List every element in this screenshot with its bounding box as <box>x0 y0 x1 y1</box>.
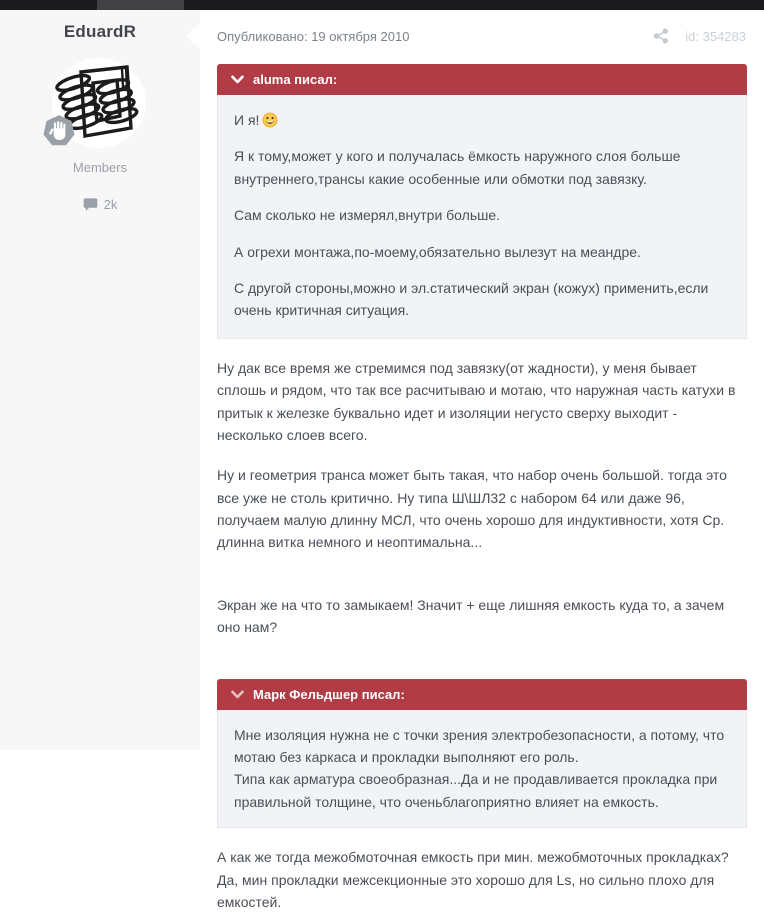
post-paragraph: А как же тогда межобмоточная емкость при мин. межобмоточных прокладках? Да, мин прокладки межсекционные это хорошо для Ls, но сильно плохо для емкостей. <box>217 849 729 910</box>
post-pointer-notch <box>186 23 200 49</box>
smiley-icon <box>262 112 278 128</box>
quote-text: Типа как арматура своеобразная...Да и не продавливается прокладка при правильной толщине, что оченьблагоприятно влияет на емкость. <box>234 771 718 810</box>
quote-text: Я к тому,может у кого и получалась ёмкость наружного слоя больше внутреннего,трансы какие особенные или обмотки под завязку. <box>234 148 681 187</box>
post-row <box>0 10 764 910</box>
comment-bubble-icon <box>83 197 98 212</box>
share-button[interactable] <box>653 28 669 44</box>
author-username-link[interactable]: EduardR <box>63 22 137 41</box>
post-paragraph: Экран же на что то замыкаем! Значит + еще лишняя емкость куда то, а зачем оно нам? <box>217 596 725 636</box>
quote-block-aluma <box>217 64 747 339</box>
member-group-label: Members <box>72 160 128 175</box>
quote-header-toggle[interactable] <box>217 64 747 95</box>
post-count-value: 2k <box>103 197 118 212</box>
quote-block-mark-feldsher <box>217 679 747 829</box>
post-id: id: 354283 <box>685 28 746 44</box>
chevron-down-icon <box>231 75 244 84</box>
quote-header-toggle[interactable] <box>217 679 747 710</box>
quote-text: Сам сколько не измерял,внутри больше. <box>234 207 501 224</box>
quote-text: И я! <box>234 112 260 128</box>
post-body-text-bottom <box>200 846 764 913</box>
quote-text: А огрехи монтажа,по-моему,обязательно вылезут на меандре. <box>234 243 641 260</box>
quote-author: Марк Фельдшер писал: <box>253 686 405 702</box>
post-count <box>0 197 200 212</box>
top-header-segment <box>97 0 184 10</box>
post-meta-row <box>200 10 764 44</box>
quote-body <box>217 710 747 829</box>
post-body-text <box>200 357 764 639</box>
author-sidebar <box>0 10 200 750</box>
post-paragraph: Ну дак все время же стремимся под завязку(от жадности), у меня бывает сплошь и рядом, что так все расчитываю и мотаю, что наружная часть катухи в притык к железке буквально идет и изоляции негусто сверху выходит - несколько слоев всего. <box>217 359 736 443</box>
top-header-bar <box>0 0 764 10</box>
post-paragraph: Ну и геометрия транса может быть такая, что набор очень большой. тогда это все уже не столь критично. Ну типа Ш\ШЛ32 с набором 64 или даже 96, получаем малую длинну МСЛ, что очень хорошо для индуктивности, хотя Ср. длинна витка немного и неоптимальна... <box>217 467 727 551</box>
share-icon <box>653 28 669 44</box>
published-date: Опубликовано: 19 октября 2010 <box>217 28 410 44</box>
quote-body <box>217 95 747 339</box>
chevron-down-icon <box>231 690 244 699</box>
post-content <box>200 10 764 910</box>
rank-badge-hand-icon <box>42 114 76 148</box>
quote-author: aluma писал: <box>253 72 338 87</box>
quote-text: С другой стороны,можно и эл.статический экран (кожух) применить,если очень критичная ситуация. <box>234 279 709 319</box>
quote-text: Мне изоляция нужна не с точки зрения электробезопасности, а потому, что мотаю без каркаса и прокладки выполняют его роль. <box>234 726 725 766</box>
avatar[interactable] <box>48 56 152 152</box>
